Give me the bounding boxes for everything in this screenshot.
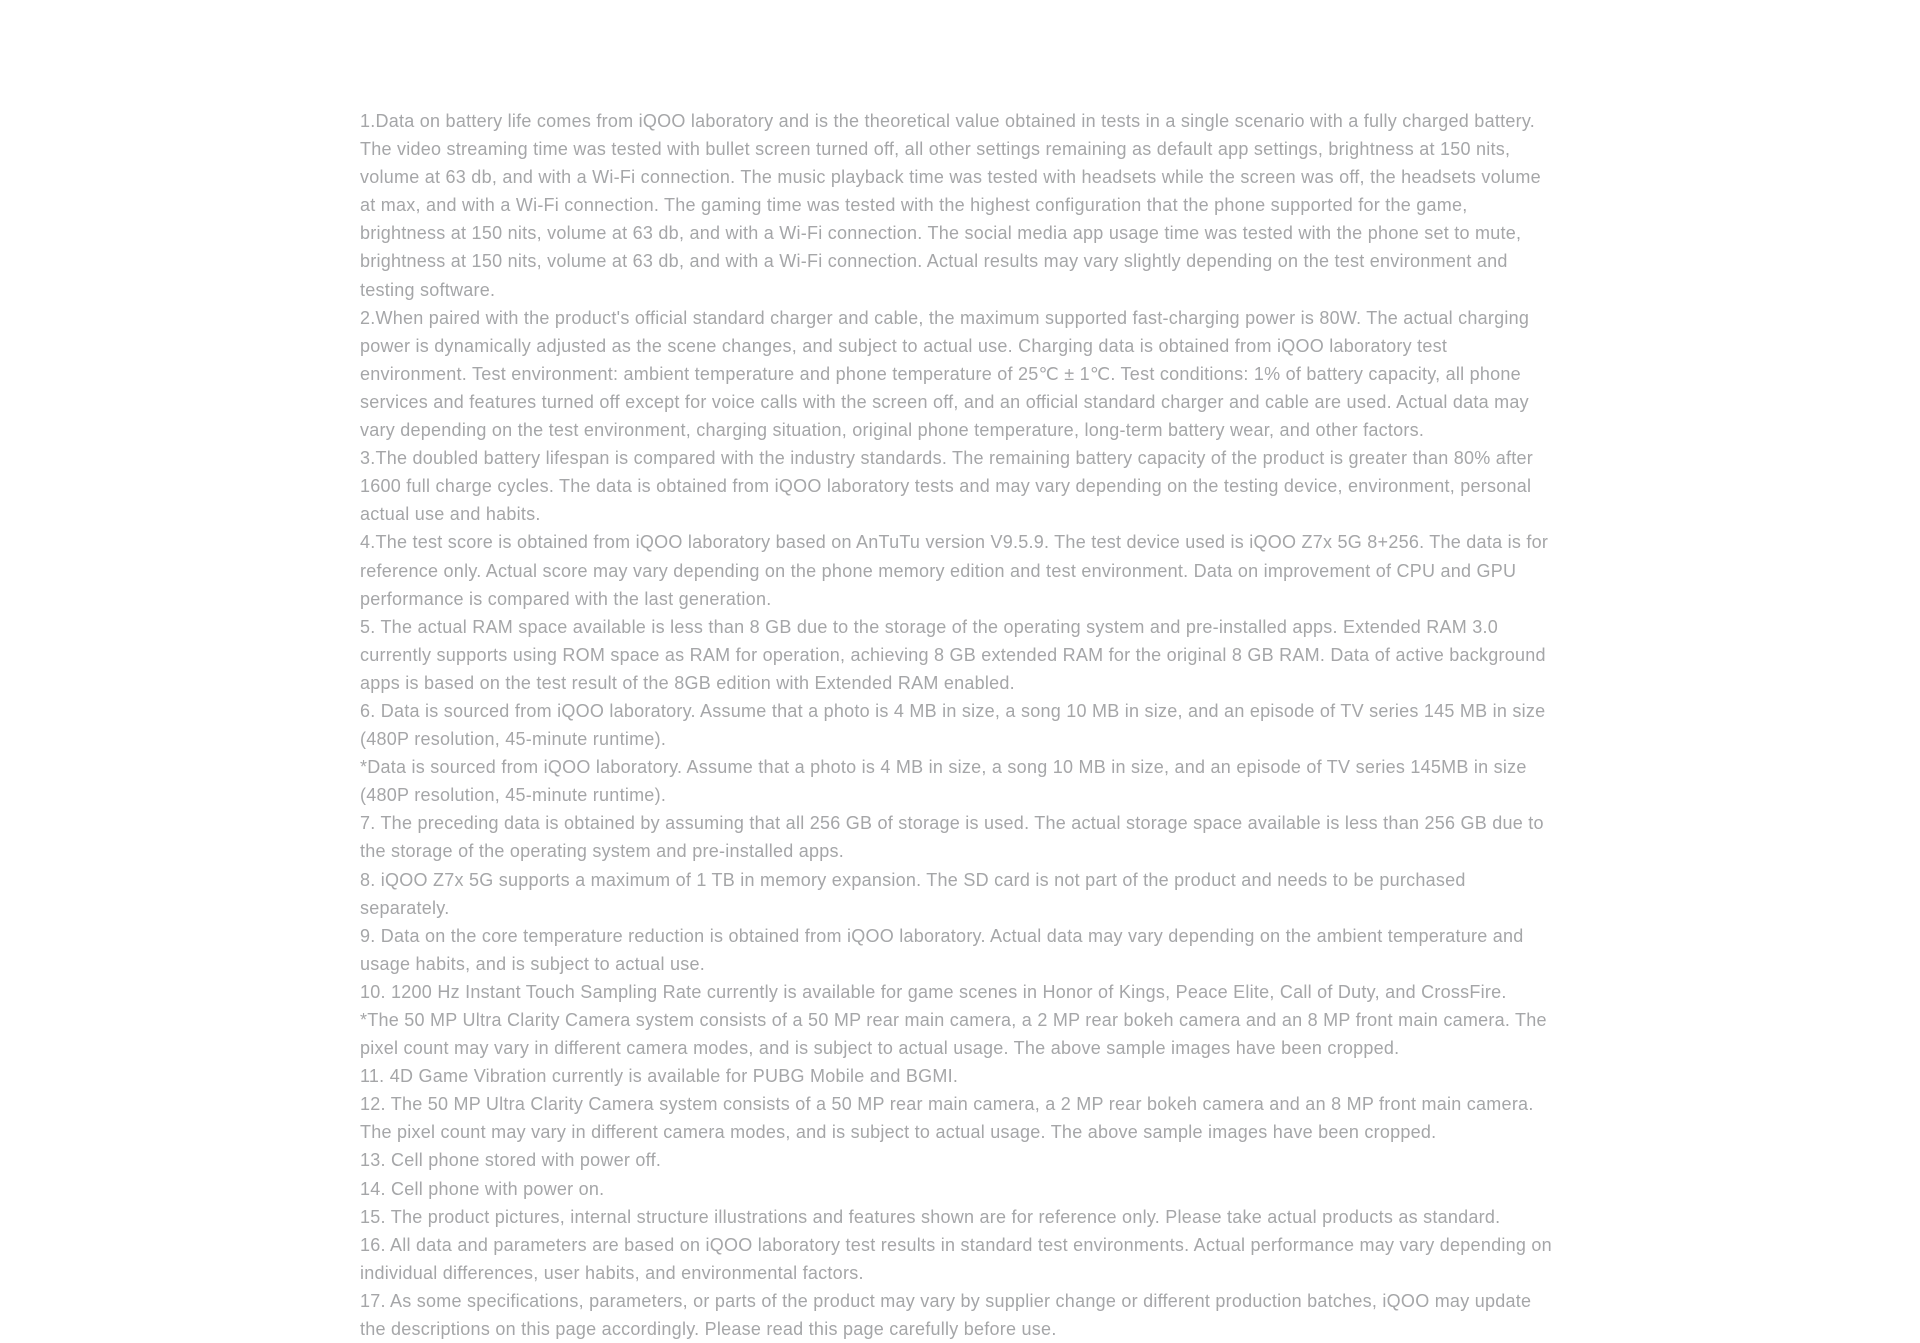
disclaimer-note-15: 15. The product pictures, internal structure illustrations and features shown are for reference only. Please take actual products as standard. — [360, 1206, 1501, 1227]
disclaimer-note-10: 10. 1200 Hz Instant Touch Sampling Rate currently is available for game scenes in Honor of Kings, Peace Elite, Call of Duty, and CrossFire. — [360, 981, 1507, 1002]
disclaimer-note-6: 6. Data is sourced from iQOO laboratory. Assume that a photo is 4 MB in size, a song 10 MB in size, and an episode of TV series 145 MB in size (480P resolution, 45-minute runtime). — [360, 700, 1546, 750]
disclaimer-note-5: 5. The actual RAM space available is less than 8 GB due to the storage of the operating system and pre-installed apps. Extended RAM 3.0 currently supports using ROM space as RAM for operation, achieving 8 GB extended RAM for the original 8 GB RAM. Data of active background apps is based on the test result of the 8GB edition with Extended RAM enabled. — [360, 616, 1546, 693]
disclaimer-note-9: 9. Data on the core temperature reduction is obtained from iQOO laboratory. Actual data may vary depending on the ambient temperature and usage habits, and is subject to actual use. — [360, 925, 1524, 974]
disclaimer-note-7: 7. The preceding data is obtained by assuming that all 256 GB of storage is used. The actual storage space available is less than 256 GB due to the storage of the operating system and pre-installed apps. — [360, 813, 1544, 862]
disclaimer-note-14: 14. Cell phone with power on. — [360, 1178, 605, 1199]
disclaimer-note-star-1: *Data is sourced from iQOO laboratory. Assume that a photo is 4 MB in size, a song 10 MB in size, and an episode of TV series 145MB in size (480P resolution, 45-minute runtime). — [360, 757, 1527, 806]
disclaimer-note-8: 8. iQOO Z7x 5G supports a maximum of 1 TB in memory expansion. The SD card is not part of the product and needs to be purchased separately. — [360, 869, 1466, 918]
disclaimer-note-4: 4.The test score is obtained from iQOO laboratory based on AnTuTu version V9.5.9. The test device used is iQOO Z7x 5G 8+256. The data is for reference only. Actual score may vary depending on the phone memory edition and test environment. Data on improvement of CPU and GPU performance is compared with the last generation. — [360, 532, 1549, 609]
disclaimer-note-13: 13. Cell phone stored with power off. — [360, 1150, 662, 1171]
disclaimer-note-1: 1.Data on battery life comes from iQOO laboratory and is the theoretical value obtained in tests in a single scenario with a fully charged battery. The video streaming time was tested with bullet screen turned off, all other settings remaining as default app settings, brightness at 150 nits, volume at 63 db, and with a Wi-Fi connection. The music playback time was tested with headsets while the screen was off, the headsets volume at max, and with a Wi-Fi connection. The gaming time was tested with the highest configuration that the phone supported for the game, brightness at 150 nits, volume at 63 db, and with a Wi-Fi connection. The social media app usage time was tested with the phone set to mute, brightness at 150 nits, volume at 63 db, and with a Wi-Fi connection. Actual results may vary slightly depending on the test environment and testing software. — [360, 111, 1541, 300]
disclaimer-note-11: 11. 4D Game Vibration currently is available for PUBG Mobile and BGMI. — [360, 1066, 959, 1087]
disclaimer-notes-section — [360, 107, 1556, 1343]
disclaimer-note-3: 3.The doubled battery lifespan is compared with the industry standards. The remaining battery capacity of the product is greater than 80% after 1600 full charge cycles. The data is obtained from iQOO laboratory tests and may vary depending on the testing device, environment, personal actual use and habits. — [360, 448, 1534, 525]
disclaimer-note-12: 12. The 50 MP Ultra Clarity Camera system consists of a 50 MP rear main camera, a 2 MP rear bokeh camera and an 8 MP front main camera. The pixel count may vary in different camera modes, and is subject to actual usage. The above sample images have been cropped. — [360, 1094, 1534, 1143]
disclaimer-note-17: 17. As some specifications, parameters, or parts of the product may vary by supplier change or different production batches, iQOO may update the descriptions on this page accordingly. Please read this page carefully before use. — [360, 1290, 1532, 1340]
disclaimer-note-2: 2.When paired with the product's official standard charger and cable, the maximum supported fast-charging power is 80W. The actual charging power is dynamically adjusted as the scene changes, and subject to actual use. Charging data is obtained from iQOO laboratory test environment. Test environment: ambient temperature and phone temperature of 25℃ ± 1℃. Test conditions: 1% of battery capacity, all phone services and features turned off except for voice calls with the screen off, and an official standard charger and cable are used. Actual data may vary depending on the test environment, charging situation, original phone temperature, long-term battery wear, and other factors. — [360, 307, 1530, 441]
disclaimer-note-star-2: *The 50 MP Ultra Clarity Camera system consists of a 50 MP rear main camera, a 2 MP rear bokeh camera and an 8 MP front main camera. The pixel count may vary in different camera modes, and is subject to actual usage. The above sample images have been cropped. — [360, 1010, 1547, 1059]
disclaimer-note-16: 16. All data and parameters are based on iQOO laboratory test results in standard test environments. Actual performance may vary depending on individual differences, user habits, and environmental factors. — [360, 1234, 1552, 1283]
